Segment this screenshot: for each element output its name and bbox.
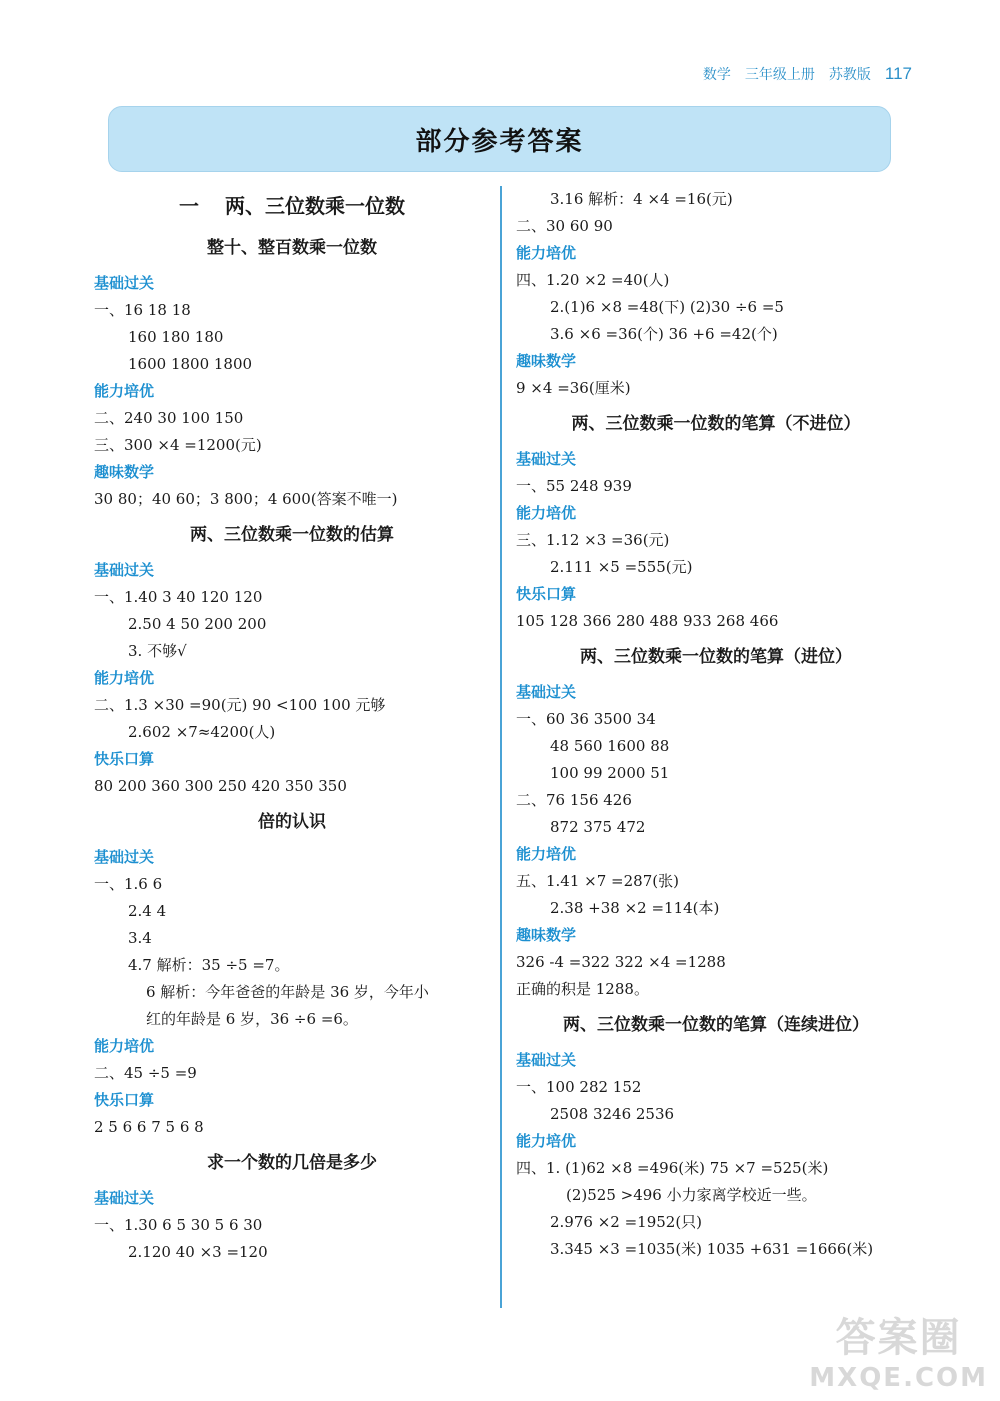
section-heading: 两、三位数乘一位数的估算 [190,525,394,545]
answer-line: 一、1.30 6 5 30 5 6 30 [94,1216,263,1234]
answer-line: 2.38 +38 ×2 =114(本) [550,899,720,917]
category-label: 能力培优 [516,504,577,522]
category-label: 快乐口算 [94,1091,155,1109]
category-label: 基础过关 [516,450,577,468]
answer-line: 100 99 2000 51 [550,764,670,782]
category-label: 趣味数学 [516,352,577,370]
answer-line: 四、1.20 ×2 =40(人) [516,271,670,289]
section-heading: 倍的认识 [258,812,326,832]
answer-line: 四、1. (1)62 ×8 =496(米) 75 ×7 =525(米) [516,1159,829,1177]
answer-line: 1600 1800 1800 [128,355,253,373]
answer-line: 30 80；40 60；3 800；4 600(答案不唯一) [94,490,398,508]
answer-line: 正确的积是 1288。 [516,980,649,998]
category-label: 能力培优 [516,244,577,262]
header-subject: 数学 [702,67,731,83]
category-label: 基础过关 [516,1051,577,1069]
category-label: 趣味数学 [516,926,577,944]
category-label: 能力培优 [516,845,577,863]
category-label: 趣味数学 [94,463,155,481]
unit-title [94,186,490,226]
answer-line: 二、1.3 ×30 =90(元) 90 <100 100 元够 [94,696,386,714]
watermark [809,1306,988,1393]
answer-line: (2)525 >496 小力家离学校近一些。 [566,1186,817,1204]
answer-line: 160 180 180 [128,328,224,346]
category-label: 能力培优 [94,1037,155,1055]
category-label: 基础过关 [94,274,155,292]
category-label: 能力培优 [94,669,155,687]
category-label: 能力培优 [94,382,155,400]
category-label: 基础过关 [516,683,577,701]
answer-line: 五、1.41 ×7 =287(张) [516,872,679,890]
unit-name: 两、三位数乘一位数 [225,194,405,218]
answer-line: 二、30 60 90 [516,217,613,235]
answer-line: 二、240 30 100 150 [94,409,244,427]
answer-line: 80 200 360 300 250 420 350 350 [94,777,347,795]
answer-line: 326 -4 =322 322 ×4 =1288 [516,953,726,971]
unit-number: 一 [179,194,199,218]
category-label: 快乐口算 [516,585,577,603]
page-header [703,64,912,84]
section-heading: 求一个数的几倍是多少 [207,1153,377,1173]
answer-line: 2.4 4 [128,902,167,920]
section-heading: 整十、整百数乘一位数 [207,238,377,258]
answer-line: 4.7 解析：35 ÷5 =7。 [128,956,290,974]
page-number: 117 [884,64,912,83]
title-banner [108,106,891,172]
page-title: 部分参考答案 [415,126,584,157]
answer-line: 9 ×4 =36(厘米) [516,379,631,397]
answer-line: 一、1.40 3 40 120 120 [94,588,263,606]
answer-line: 二、45 ÷5 =9 [94,1064,197,1082]
answer-line: 一、55 248 939 [516,477,632,495]
answer-line: 一、60 36 3500 34 [516,710,656,728]
column-divider [500,186,502,1308]
answer-line: 3.345 ×3 =1035(米) 1035 +631 =1666(米) [550,1240,874,1258]
answer-line: 2 5 6 6 7 5 6 8 [94,1118,204,1136]
answer-line: 48 560 1600 88 [550,737,670,755]
watermark-url: MXQE.COM [809,1363,988,1393]
answer-line: 2.(1)6 ×8 =48(下) (2)30 ÷6 =5 [550,298,784,316]
answer-line: 三、300 ×4 =1200(元) [94,436,262,454]
right-column [516,186,916,1263]
section-heading: 两、三位数乘一位数的笔算（不进位） [571,414,861,434]
answer-line: 105 128 366 280 488 933 268 466 [516,612,779,630]
answer-line: 三、1.12 ×3 =36(元) [516,531,670,549]
answer-line: 6 解析：今年爸爸的年龄是 36 岁，今年小 [146,983,429,1001]
category-label: 基础过关 [94,1189,155,1207]
answer-line: 3.6 ×6 =36(个) 36 +6 =42(个) [550,325,778,343]
category-label: 基础过关 [94,561,155,579]
answer-line: 2.602 ×7≈4200(人) [128,723,276,741]
answer-line: 一、1.6 6 [94,875,163,893]
section-heading: 两、三位数乘一位数的笔算（连续进位） [563,1015,869,1035]
header-edition: 苏教版 [828,67,871,83]
answer-line: 2.976 ×2 =1952(只) [550,1213,703,1231]
header-grade: 三年级上册 [744,67,815,83]
answer-line: 872 375 472 [550,818,646,836]
answer-line: 2508 3246 2536 [550,1105,675,1123]
category-label: 快乐口算 [94,750,155,768]
answer-line: 2.120 40 ×3 =120 [128,1243,268,1261]
watermark-logo-text: 答案圈 [835,1315,962,1361]
answer-line: 一、16 18 18 [94,301,191,319]
left-column [94,186,490,1266]
answer-line: 2.50 4 50 200 200 [128,615,267,633]
answer-line: 二、76 156 426 [516,791,632,809]
section-heading: 两、三位数乘一位数的笔算（进位） [580,647,852,667]
category-label: 基础过关 [94,848,155,866]
answer-line: 3.16 解析：4 ×4 =16(元) [550,190,733,208]
category-label: 能力培优 [516,1132,577,1150]
answer-line: 红的年龄是 6 岁，36 ÷6 =6。 [146,1010,358,1028]
answer-line: 一、100 282 152 [516,1078,642,1096]
answer-line: 3.4 [128,929,152,947]
answer-line: 3. 不够√ [128,642,187,660]
answer-line: 2.111 ×5 =555(元) [550,558,693,576]
